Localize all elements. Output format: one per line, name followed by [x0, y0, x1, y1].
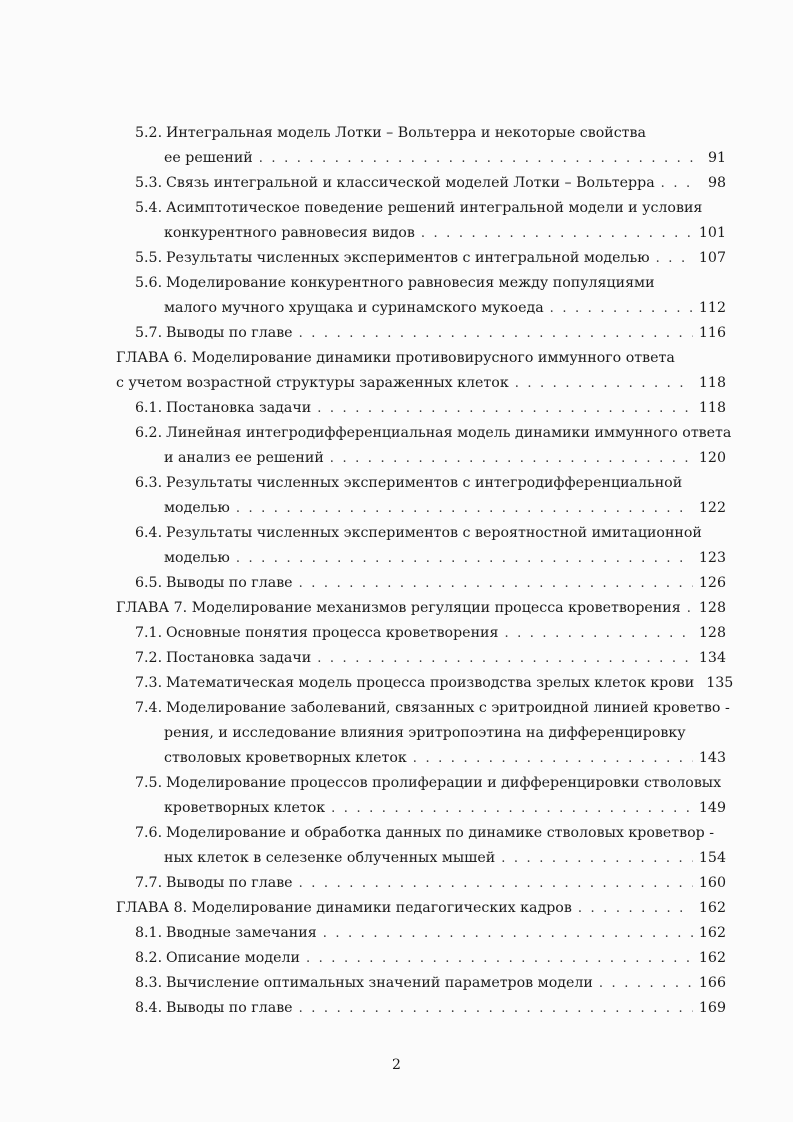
toc-entry-title: Постановка задачи [166, 400, 312, 416]
toc-entry-title: Основные понятия процесса кроветворения [166, 625, 499, 641]
toc-page-number: 120 [698, 450, 726, 466]
toc-entry-number: 7.2. [135, 650, 163, 666]
toc-page-number: 154 [698, 850, 726, 866]
toc-page-number: 128 [698, 600, 726, 616]
toc-leader-dots [299, 871, 693, 896]
toc-entry-number: 7.6. [135, 825, 163, 841]
toc-page-number: 166 [698, 975, 726, 991]
toc-entry[interactable] [116, 271, 726, 321]
toc-entry[interactable] [116, 946, 726, 971]
toc-entry-number: 5.7. [135, 325, 163, 341]
toc-leader-dots [299, 571, 693, 596]
toc-leader-dots [421, 221, 693, 246]
toc-entry[interactable] [116, 696, 730, 771]
toc-entry[interactable] [116, 571, 726, 596]
toc-entry-title: конкурентного равновесия видов [164, 225, 415, 241]
toc-page-number: 162 [698, 900, 726, 916]
toc-entry-title: рения, и исследование влияния эритропоэтина на дифференцировку [164, 725, 686, 741]
toc-entry-title: Интегральная модель Лотки – Вольтерра и некоторые свойства [166, 125, 646, 141]
toc-entry-title: Моделирование и обработка данных по динамике стволовых кроветвор - [166, 825, 715, 841]
toc-page-number: 162 [698, 925, 726, 941]
toc-leader-dots [317, 396, 693, 421]
toc-entry-number: 5.4. [135, 200, 163, 216]
toc-entry[interactable] [116, 471, 726, 521]
toc-entry-title: ГЛАВА 7. Моделирование механизмов регуляции процесса кроветворения [116, 600, 681, 616]
toc-leader-dots [504, 621, 692, 646]
toc-line [116, 296, 726, 321]
toc-entry-number: 7.1. [135, 625, 163, 641]
toc-line [116, 571, 726, 596]
toc-leader-dots [413, 746, 693, 771]
toc-entry-title: кроветворных клеток [164, 800, 326, 816]
toc-entry-title: Описание модели [166, 950, 300, 966]
toc-page-number: 101 [698, 225, 726, 241]
toc-entry[interactable] [116, 896, 726, 921]
toc-entry[interactable] [116, 121, 726, 171]
toc-entry-title: с учетом возрастной структуры зараженных клеток [116, 375, 509, 391]
toc-line [116, 596, 726, 621]
toc-page-number: 118 [698, 400, 726, 416]
toc-leader-dots [317, 646, 693, 671]
toc-line [116, 496, 726, 521]
toc-leader-dots [331, 796, 693, 821]
toc-entry-title: Результаты численных экспериментов с интегродифференциальной [166, 475, 683, 491]
toc-entry-title: стволовых кроветворных клеток [164, 750, 407, 766]
toc-entry-number: 7.3. [135, 675, 163, 691]
toc-page-number: 149 [698, 800, 726, 816]
toc-line [116, 771, 726, 796]
toc-leader-dots [515, 371, 693, 396]
toc-line [116, 921, 726, 946]
toc-leader-dots [578, 896, 693, 921]
toc-line [116, 146, 726, 171]
toc-entry[interactable] [116, 421, 732, 471]
toc-entry-title: ГЛАВА 8. Моделирование динамики педагогических кадров [116, 900, 572, 916]
toc-entry-title: Линейная интегродифференциальная модель динамики иммунного ответа [166, 425, 732, 441]
toc-entry-number: 6.3. [135, 475, 163, 491]
toc-entry-number: 5.5. [135, 250, 163, 266]
toc-leader-dots [550, 296, 693, 321]
toc-page-number: 162 [698, 950, 726, 966]
toc-line [116, 521, 726, 546]
toc-entry-number: 6.1. [135, 400, 163, 416]
toc-page-number: 123 [698, 550, 726, 566]
toc-entry-title: Моделирование процессов пролиферации и дифференцировки стволовых [166, 775, 722, 791]
toc-page-number: 134 [698, 650, 726, 666]
toc-line [116, 846, 726, 871]
toc-entry[interactable] [116, 771, 726, 821]
toc-page-number: 160 [698, 875, 726, 891]
toc-line [116, 646, 726, 671]
toc-entry-title: Моделирование заболеваний, связанных с эритроидной линией кроветво - [166, 700, 730, 716]
toc-leader-dots [501, 846, 693, 871]
toc-entry-title: ных клеток в селезенке облученных мышей [164, 850, 496, 866]
toc-line [116, 121, 726, 146]
toc-entry[interactable] [116, 196, 726, 246]
toc-leader-dots [236, 546, 693, 571]
toc-entry[interactable] [116, 621, 726, 646]
toc-entry-title: моделью [164, 550, 230, 566]
toc-line [116, 696, 730, 721]
toc-line [116, 196, 726, 221]
toc-line [116, 321, 726, 346]
toc-line [116, 996, 726, 1021]
toc-leader-dots [299, 996, 693, 1021]
toc-entry[interactable] [116, 596, 726, 621]
toc-line [116, 621, 726, 646]
page-number: 2 [392, 1057, 401, 1073]
toc-line [116, 371, 726, 396]
toc-leader-dots [656, 246, 693, 271]
toc-entry-number: 6.4. [135, 525, 163, 541]
toc-line [116, 671, 734, 696]
toc-entry-number: 5.3. [135, 175, 163, 191]
toc-entry[interactable] [116, 921, 726, 946]
toc-entry-title: и анализ ее решений [164, 450, 324, 466]
toc-page-number: 122 [698, 500, 726, 516]
toc-entry-number: 5.6. [135, 275, 163, 291]
toc-entry[interactable] [116, 346, 726, 396]
toc-page-number: 135 [706, 675, 734, 691]
toc-entry-number: 8.2. [135, 950, 163, 966]
toc-entry-number: 8.3. [135, 975, 163, 991]
toc-entry-title: ее решений [164, 150, 253, 166]
toc-line [116, 271, 726, 296]
toc-entry[interactable] [116, 671, 734, 696]
toc-line [116, 446, 726, 471]
toc-entry[interactable] [116, 521, 726, 571]
toc-entry-title: Асимптотическое поведение решений интегральной модели и условия [166, 200, 703, 216]
toc-leader-dots [306, 946, 693, 971]
toc-page-number: 91 [707, 150, 726, 166]
toc-line [116, 171, 726, 196]
toc-line [116, 221, 726, 246]
toc-page-number: 143 [698, 750, 726, 766]
toc-leader-dots [330, 446, 693, 471]
toc-entry-title: Результаты численных экспериментов с интегральной моделью [166, 250, 650, 266]
toc-entry-number: 5.2. [135, 125, 163, 141]
toc-entry-title: Выводы по главе [166, 1000, 293, 1016]
toc-entry-number: 7.7. [135, 875, 163, 891]
toc-entry-title: Вычисление оптимальных значений параметров модели [166, 975, 593, 991]
toc-line [116, 746, 726, 771]
toc-entry[interactable] [116, 646, 726, 671]
toc-page-number: 116 [698, 325, 726, 341]
table-of-contents [116, 121, 734, 1021]
toc-line [116, 971, 726, 996]
toc-entry-title: Математическая модель процесса производства зрелых клеток крови [166, 675, 695, 691]
toc-entry-title: Связь интегральной и классической моделей Лотки – Вольтерра [166, 175, 655, 191]
toc-entry-title: Выводы по главе [166, 875, 293, 891]
toc-line [116, 546, 726, 571]
toc-page-number: 169 [698, 1000, 726, 1016]
toc-line [116, 246, 726, 271]
toc-leader-dots [323, 921, 693, 946]
toc-page-number: 107 [698, 250, 726, 266]
toc-line [116, 721, 726, 746]
toc-entry[interactable] [116, 321, 726, 346]
toc-entry[interactable] [116, 171, 726, 196]
toc-leader-dots [687, 596, 693, 621]
toc-entry-title: Результаты численных экспериментов с вероятностной имитационной [166, 525, 702, 541]
toc-leader-dots [299, 321, 693, 346]
toc-entry[interactable] [116, 246, 726, 271]
toc-entry-number: 6.5. [135, 575, 163, 591]
toc-page-number: 118 [698, 375, 726, 391]
toc-leader-dots [599, 971, 693, 996]
toc-entry-title: Выводы по главе [166, 575, 293, 591]
toc-entry-title: Моделирование конкурентного равновесия между популяциями [166, 275, 655, 291]
toc-line [116, 871, 726, 896]
toc-entry-title: Вводные замечания [166, 925, 317, 941]
toc-line [116, 896, 726, 921]
toc-leader-dots [236, 496, 693, 521]
toc-leader-dots [661, 171, 696, 196]
toc-line [116, 946, 726, 971]
toc-line [116, 821, 726, 846]
toc-page-number: 126 [698, 575, 726, 591]
toc-entry-number: 6.2. [135, 425, 163, 441]
toc-page-number: 112 [698, 300, 726, 316]
toc-line [116, 796, 726, 821]
toc-entry-title: моделью [164, 500, 230, 516]
toc-entry-title: малого мучного хрущака и суринамского мукоеда [164, 300, 544, 316]
toc-entry-title: Выводы по главе [166, 325, 293, 341]
toc-entry[interactable] [116, 871, 726, 896]
toc-entry[interactable] [116, 396, 726, 421]
toc-entry-number: 8.1. [135, 925, 163, 941]
toc-entry-number: 7.4. [135, 700, 163, 716]
toc-line [116, 421, 732, 446]
toc-line [116, 346, 726, 371]
toc-entry-number: 7.5. [135, 775, 163, 791]
toc-leader-dots [259, 146, 696, 171]
toc-line [116, 471, 726, 496]
toc-entry-number: 8.4. [135, 1000, 163, 1016]
toc-entry[interactable] [116, 996, 726, 1021]
toc-line [116, 396, 726, 421]
toc-entry-title: ГЛАВА 6. Моделирование динамики противовирусного иммунного ответа [116, 350, 675, 366]
toc-page-number: 98 [707, 175, 726, 191]
toc-page-number: 128 [698, 625, 726, 641]
toc-entry[interactable] [116, 971, 726, 996]
toc-entry[interactable] [116, 821, 726, 871]
toc-entry-title: Постановка задачи [166, 650, 312, 666]
